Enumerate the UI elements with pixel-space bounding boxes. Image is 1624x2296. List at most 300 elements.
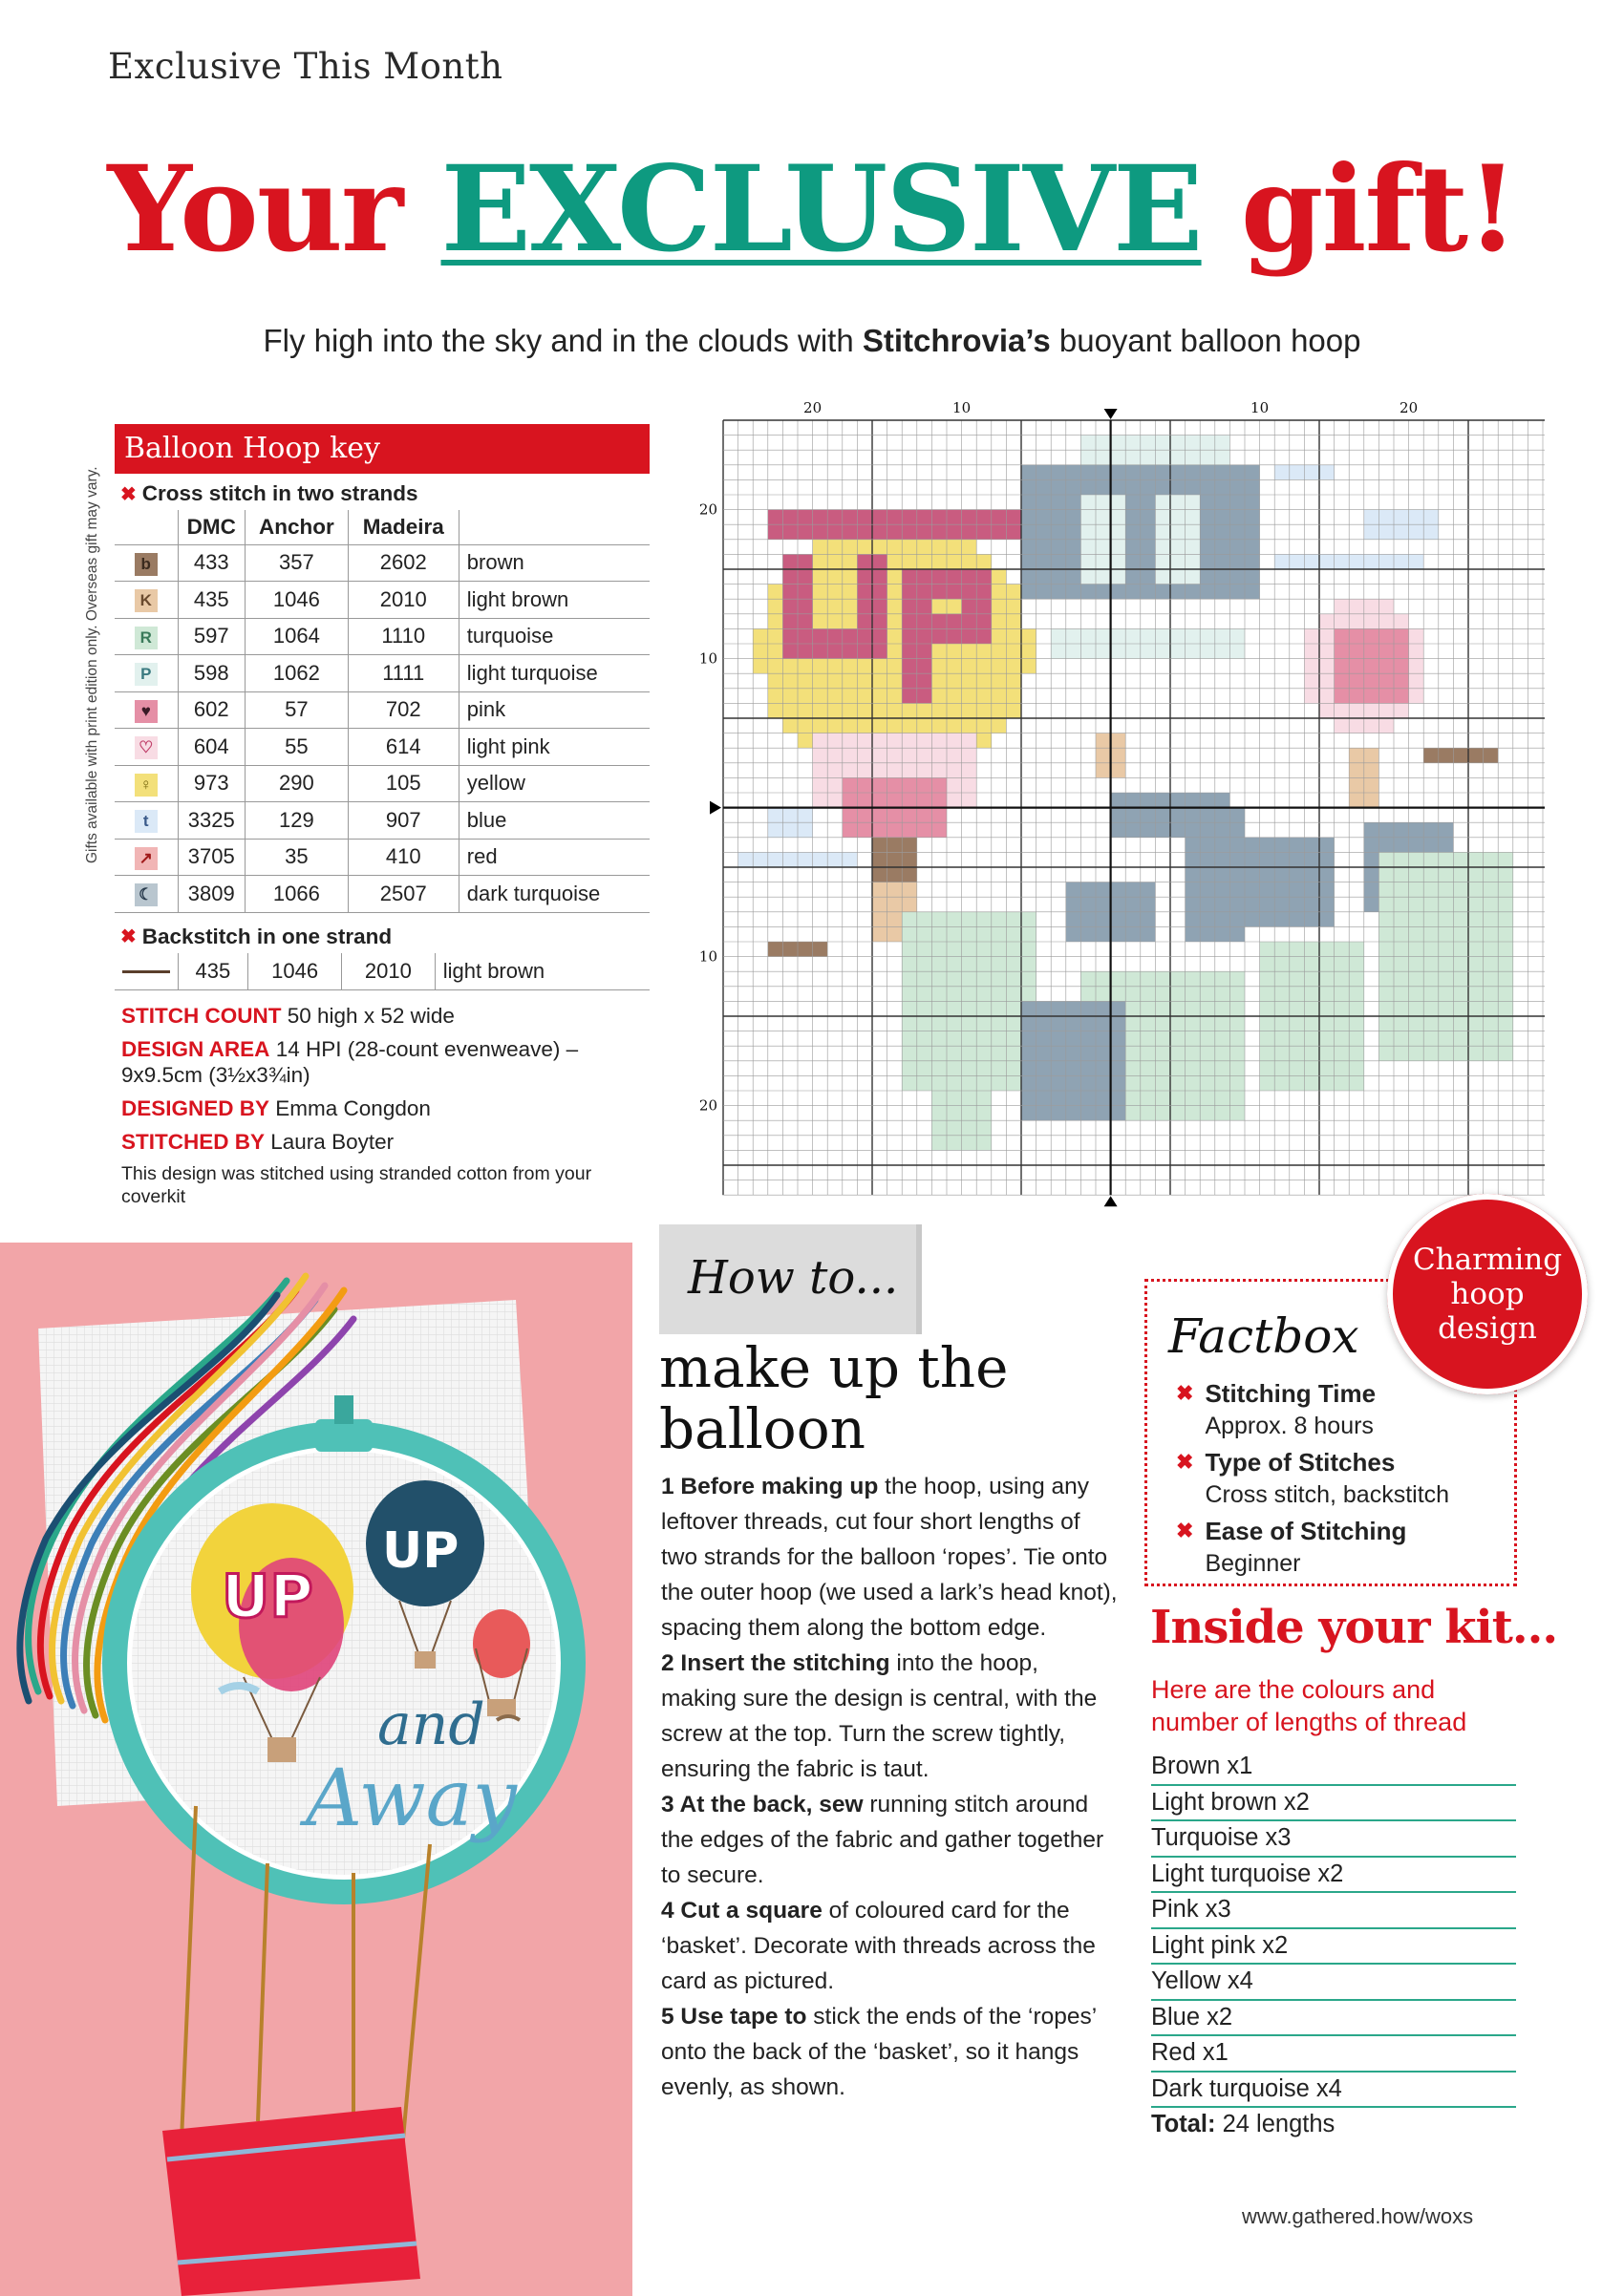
chart-stitch bbox=[1141, 554, 1156, 569]
howto-title bbox=[659, 1337, 1156, 1459]
chart-stitch bbox=[962, 599, 977, 614]
chart-stitch bbox=[1349, 718, 1364, 733]
chart-stitch bbox=[1155, 495, 1170, 510]
chart-stitch bbox=[1229, 912, 1245, 927]
chart-stitch bbox=[931, 524, 947, 540]
chart-stitch bbox=[1125, 926, 1141, 942]
chart-stitch bbox=[1111, 897, 1126, 912]
chart-stitch bbox=[992, 703, 1007, 718]
chart-stitch bbox=[1409, 912, 1424, 927]
chart-stitch bbox=[1319, 465, 1335, 480]
symbol-swatch-icon: P bbox=[135, 663, 158, 686]
chart-stitch bbox=[1006, 957, 1021, 972]
chart-stitch bbox=[1349, 1075, 1364, 1091]
chart-stitch bbox=[887, 659, 903, 674]
key-madeira: 2602 bbox=[348, 544, 459, 582]
chart-stitch bbox=[1423, 882, 1439, 898]
chart-stitch bbox=[1394, 867, 1409, 882]
chart-stitch bbox=[1364, 793, 1379, 808]
chart-stitch bbox=[843, 659, 858, 674]
chart-stitch bbox=[1111, 912, 1126, 927]
key-row bbox=[115, 618, 650, 655]
chart-stitch bbox=[917, 763, 932, 778]
chart-stitch bbox=[872, 867, 887, 882]
chart-stitch bbox=[1304, 554, 1319, 569]
chart-stitch bbox=[931, 510, 947, 525]
chart-stitch bbox=[857, 599, 872, 614]
chart-stitch bbox=[1186, 465, 1201, 480]
chart-stitch bbox=[902, 971, 917, 987]
chart-stitch bbox=[1170, 450, 1186, 465]
chart-stitch bbox=[992, 585, 1007, 600]
chart-stitch bbox=[1319, 1061, 1335, 1076]
chart-stitch bbox=[1378, 510, 1394, 525]
chart-stitch bbox=[962, 703, 977, 718]
chart-stitch bbox=[976, 524, 992, 540]
chart-stitch bbox=[1484, 971, 1499, 987]
chart-stitch bbox=[947, 777, 962, 793]
chart-stitch bbox=[1066, 926, 1081, 942]
chart-stitch bbox=[1186, 926, 1201, 942]
chart-stitch bbox=[1290, 1031, 1305, 1047]
chart-stitch bbox=[1170, 1106, 1186, 1121]
key-swatch bbox=[115, 729, 178, 766]
chart-stitch bbox=[1096, 1091, 1111, 1106]
chart-stitch bbox=[798, 628, 813, 644]
chart-stitch bbox=[1096, 1106, 1111, 1121]
fact-list bbox=[1176, 1377, 1501, 1584]
chart-stitch bbox=[1229, 1075, 1245, 1091]
chart-stitch bbox=[931, 1016, 947, 1031]
chart-stitch bbox=[1423, 957, 1439, 972]
chart-stitch bbox=[1304, 1001, 1319, 1016]
chart-stitch bbox=[1186, 867, 1201, 882]
chart-stitch bbox=[1409, 852, 1424, 867]
chart-stitch bbox=[1349, 1016, 1364, 1031]
chart-stitch bbox=[976, 942, 992, 957]
chart-stitch bbox=[887, 585, 903, 600]
chart-stitch bbox=[827, 763, 843, 778]
chart-stitch bbox=[782, 614, 798, 629]
chart-stitch bbox=[798, 569, 813, 585]
chart-stitch bbox=[917, 912, 932, 927]
chart-stitch bbox=[782, 585, 798, 600]
chart-stitch bbox=[1141, 793, 1156, 808]
chart-stitch bbox=[917, 524, 932, 540]
cotton-note: This design was stitched using stranded cotton from your coverkit bbox=[121, 1163, 592, 1207]
chart-stitch bbox=[1274, 1031, 1290, 1047]
chart-stitch bbox=[1006, 987, 1021, 1002]
chart-stitch bbox=[857, 808, 872, 823]
factbox-title: Factbox bbox=[1168, 1308, 1359, 1364]
chart-stitch bbox=[857, 644, 872, 659]
key-dmc: 3705 bbox=[178, 839, 246, 876]
subhead-post: buoyant balloon hoop bbox=[1050, 323, 1361, 358]
chart-stitch bbox=[1349, 793, 1364, 808]
chart-stitch bbox=[1006, 942, 1021, 957]
chart-stitch bbox=[1394, 957, 1409, 972]
chart-stitch bbox=[902, 897, 917, 912]
chart-stitch bbox=[902, 673, 917, 689]
chart-stitch bbox=[798, 644, 813, 659]
chart-stitch bbox=[813, 733, 828, 749]
chart-stitch bbox=[1453, 1046, 1468, 1061]
chart-stitch bbox=[992, 673, 1007, 689]
chart-stitch bbox=[917, 628, 932, 644]
chart-stitch bbox=[1111, 628, 1126, 644]
backstitch-dmc: 435 bbox=[178, 953, 248, 990]
chart-stitch bbox=[1364, 599, 1379, 614]
chart-stitch bbox=[1155, 644, 1170, 659]
chart-stitch bbox=[917, 733, 932, 749]
chart-stitch bbox=[962, 628, 977, 644]
chart-stitch bbox=[1215, 510, 1230, 525]
chart-stitch bbox=[1245, 867, 1260, 882]
chart-stitch bbox=[843, 510, 858, 525]
chart-stitch bbox=[1245, 897, 1260, 912]
chart-stitch bbox=[1423, 987, 1439, 1002]
kit-photo-illustration bbox=[0, 1243, 632, 2296]
chart-stitch bbox=[1006, 673, 1021, 689]
chart-stitch bbox=[1260, 897, 1275, 912]
chart-stitch bbox=[976, 1046, 992, 1061]
chart-stitch bbox=[1141, 510, 1156, 525]
chart-stitch bbox=[768, 689, 783, 704]
chart-stitch bbox=[1125, 1016, 1141, 1031]
key-title: Balloon Hoop key bbox=[115, 424, 650, 474]
chart-stitch bbox=[1290, 897, 1305, 912]
cross-icon: ✖ bbox=[120, 926, 137, 947]
chart-stitch bbox=[1125, 971, 1141, 987]
chart-stitch bbox=[887, 673, 903, 689]
key-header-anchor: Anchor bbox=[246, 510, 349, 544]
chart-stitch bbox=[1021, 912, 1036, 927]
chart-stitch bbox=[1319, 1031, 1335, 1047]
subhead-bold: Stitchrovia’s bbox=[862, 323, 1051, 358]
chart-stitch bbox=[1125, 882, 1141, 898]
chart-stitch bbox=[887, 822, 903, 838]
charming-badge bbox=[1387, 1194, 1588, 1394]
chart-stitch bbox=[1409, 897, 1424, 912]
chart-stitch bbox=[1274, 1075, 1290, 1091]
chart-stitch bbox=[1141, 540, 1156, 555]
chart-stitch bbox=[917, 599, 932, 614]
chart-stitch bbox=[1468, 987, 1484, 1002]
chart-stitch bbox=[1021, 495, 1036, 510]
symbol-swatch-icon: ♀ bbox=[135, 774, 158, 797]
howto-steps bbox=[661, 1469, 1118, 2105]
chart-stitch bbox=[1051, 569, 1066, 585]
chart-stitch bbox=[902, 912, 917, 927]
chart-stitch bbox=[1378, 599, 1394, 614]
chart-stitch bbox=[931, 554, 947, 569]
chart-stitch bbox=[1125, 793, 1141, 808]
key-header-name bbox=[459, 510, 650, 544]
chart-stitch bbox=[1484, 867, 1499, 882]
photo-up-pink: UP bbox=[222, 1562, 313, 1631]
kit-item: Brown x1 bbox=[1151, 1750, 1516, 1786]
chart-stitch bbox=[1186, 808, 1201, 823]
key-dmc: 597 bbox=[178, 618, 246, 655]
chart-stitch bbox=[1021, 569, 1036, 585]
chart-stitch bbox=[1229, 1091, 1245, 1106]
chart-stitch bbox=[1066, 540, 1081, 555]
chart-stitch bbox=[1484, 852, 1499, 867]
chart-stitch bbox=[1364, 718, 1379, 733]
chart-stitch bbox=[1186, 897, 1201, 912]
chart-stitch bbox=[1498, 971, 1513, 987]
chart-stitch bbox=[917, 987, 932, 1002]
chart-stitch bbox=[782, 689, 798, 704]
chart-stitch bbox=[992, 1075, 1007, 1091]
howto-title-line-1: make up the bbox=[659, 1335, 1009, 1400]
chart-stitch bbox=[1409, 926, 1424, 942]
chart-stitch bbox=[798, 659, 813, 674]
chart-stitch bbox=[1468, 942, 1484, 957]
chart-stitch bbox=[1468, 912, 1484, 927]
chart-stitch bbox=[1186, 971, 1201, 987]
key-swatch bbox=[115, 839, 178, 876]
chart-stitch bbox=[1260, 882, 1275, 898]
chart-stitch bbox=[782, 822, 798, 838]
chart-stitch bbox=[1186, 987, 1201, 1002]
badge-line-2: hoop bbox=[1450, 1277, 1525, 1311]
chart-stitch bbox=[1125, 912, 1141, 927]
chart-stitch bbox=[962, 987, 977, 1002]
chart-stitch bbox=[902, 659, 917, 674]
chart-stitch bbox=[1141, 808, 1156, 823]
fact-value: Beginner bbox=[1205, 1550, 1301, 1577]
chart-stitch bbox=[1170, 524, 1186, 540]
badge-line-1: Charming bbox=[1412, 1243, 1563, 1277]
chart-stitch bbox=[857, 554, 872, 569]
chart-stitch bbox=[1215, 867, 1230, 882]
chart-stitch bbox=[857, 793, 872, 808]
chart-stitch bbox=[976, 569, 992, 585]
howto-step-text: running stitch around the edges of the fabric and gather together to secure. bbox=[661, 1792, 1104, 1888]
chart-stitch bbox=[976, 628, 992, 644]
chart-stitch bbox=[931, 1031, 947, 1047]
stitched-by-label: STITCHED BY bbox=[121, 1130, 266, 1154]
chart-stitch bbox=[1409, 644, 1424, 659]
chart-stitch bbox=[917, 718, 932, 733]
chart-stitch bbox=[782, 554, 798, 569]
chart-stitch bbox=[931, 718, 947, 733]
chart-stitch bbox=[1468, 1031, 1484, 1047]
chart-stitch bbox=[843, 644, 858, 659]
chart-stitch bbox=[843, 554, 858, 569]
chart-stitch bbox=[782, 644, 798, 659]
chart-stitch bbox=[1125, 479, 1141, 495]
chart-stitch bbox=[1378, 1016, 1394, 1031]
chart-stitch bbox=[1245, 554, 1260, 569]
chart-stitch bbox=[798, 599, 813, 614]
key-header-row bbox=[115, 510, 650, 544]
chart-stitch bbox=[1155, 510, 1170, 525]
chart-stitch bbox=[1229, 1016, 1245, 1031]
chart-stitch bbox=[1155, 808, 1170, 823]
chart-stitch bbox=[1423, 971, 1439, 987]
chart-stitch bbox=[1141, 569, 1156, 585]
chart-stitch bbox=[1186, 1031, 1201, 1047]
chart-stitch bbox=[1439, 852, 1454, 867]
chart-stitch bbox=[1036, 524, 1052, 540]
chart-stitch bbox=[1215, 524, 1230, 540]
chart-stitch bbox=[813, 569, 828, 585]
chart-stitch bbox=[1141, 912, 1156, 927]
chart-stitch bbox=[962, 1120, 977, 1136]
chart-stitch bbox=[992, 644, 1007, 659]
chart-stitch bbox=[931, 763, 947, 778]
chart-stitch bbox=[1125, 987, 1141, 1002]
chart-stitch bbox=[857, 628, 872, 644]
chart-stitch bbox=[1335, 971, 1350, 987]
chart-stitch bbox=[931, 1001, 947, 1016]
chart-stitch bbox=[947, 510, 962, 525]
chart-stitch bbox=[902, 808, 917, 823]
chart-stitch bbox=[1080, 569, 1096, 585]
subhead-pre: Fly high into the sky and in the clouds with bbox=[263, 323, 863, 358]
chart-stitch bbox=[992, 971, 1007, 987]
chart-stitch bbox=[902, 644, 917, 659]
chart-stitch bbox=[1111, 524, 1126, 540]
chart-stitch bbox=[1349, 942, 1364, 957]
center-arrow-bottom-icon bbox=[1104, 1196, 1118, 1206]
chart-stitch bbox=[1200, 524, 1215, 540]
chart-stitch bbox=[1186, 436, 1201, 451]
chart-stitch bbox=[1200, 1106, 1215, 1121]
chart-stitch bbox=[917, 554, 932, 569]
chart-stitch bbox=[1080, 1001, 1096, 1016]
chart-stitch bbox=[1155, 1031, 1170, 1047]
key-header-dmc: DMC bbox=[178, 510, 246, 544]
headline-word-3: gift! bbox=[1240, 140, 1517, 279]
chart-stitch bbox=[1170, 1061, 1186, 1076]
chart-stitch bbox=[1423, 912, 1439, 927]
chart-stitch bbox=[902, 569, 917, 585]
chart-stitch bbox=[1468, 1001, 1484, 1016]
chart-stitch bbox=[1141, 495, 1156, 510]
chart-stitch bbox=[872, 822, 887, 838]
key-dmc: 598 bbox=[178, 655, 246, 692]
chart-stitch bbox=[1125, 585, 1141, 600]
chart-stitch bbox=[1245, 540, 1260, 555]
chart-stitch bbox=[1111, 1091, 1126, 1106]
chart-stitch bbox=[1066, 897, 1081, 912]
chart-stitch bbox=[827, 659, 843, 674]
chart-stitch bbox=[931, 1061, 947, 1076]
chart-stitch bbox=[1051, 554, 1066, 569]
key-name: yellow bbox=[459, 765, 650, 802]
chart-stitch bbox=[1186, 1075, 1201, 1091]
chart-stitch bbox=[947, 1136, 962, 1151]
chart-stitch bbox=[1111, 1106, 1126, 1121]
cross-stitch-label bbox=[120, 481, 650, 506]
chart-stitch bbox=[992, 1046, 1007, 1061]
key-name: light brown bbox=[459, 582, 650, 619]
chart-stitch bbox=[1096, 585, 1111, 600]
chart-stitch bbox=[872, 718, 887, 733]
chart-stitch bbox=[1498, 942, 1513, 957]
chart-stitch bbox=[962, 659, 977, 674]
chart-stitch bbox=[1111, 748, 1126, 763]
chart-stitch bbox=[992, 689, 1007, 704]
key-anchor: 1066 bbox=[246, 876, 349, 913]
chart-stitch bbox=[1215, 554, 1230, 569]
chart-stitch bbox=[1335, 644, 1350, 659]
chart-stitch bbox=[813, 510, 828, 525]
chart-stitch bbox=[1200, 465, 1215, 480]
key-row bbox=[115, 729, 650, 766]
chart-tick-label-top: 10 bbox=[1250, 399, 1270, 416]
backstitch-label bbox=[120, 921, 650, 953]
chart-stitch bbox=[1200, 822, 1215, 838]
chart-stitch bbox=[962, 793, 977, 808]
chart-stitch bbox=[1200, 1031, 1215, 1047]
chart-stitch bbox=[1111, 1001, 1126, 1016]
chart-stitch bbox=[1111, 1061, 1126, 1076]
chart-stitch bbox=[1096, 554, 1111, 569]
chart-stitch bbox=[992, 1016, 1007, 1031]
chart-stitch bbox=[992, 957, 1007, 972]
chart-stitch bbox=[1409, 659, 1424, 674]
chart-stitch bbox=[1229, 569, 1245, 585]
chart-stitch bbox=[1170, 436, 1186, 451]
chart-stitch bbox=[947, 585, 962, 600]
chart-stitch bbox=[1290, 912, 1305, 927]
chart-stitch bbox=[1484, 897, 1499, 912]
chart-stitch bbox=[902, 942, 917, 957]
chart-stitch bbox=[1066, 1001, 1081, 1016]
chart-stitch bbox=[1096, 733, 1111, 749]
footer-url[interactable]: www.gathered.how/woxs bbox=[1242, 2204, 1474, 2228]
chart-stitch bbox=[962, 912, 977, 927]
chart-stitch bbox=[827, 748, 843, 763]
chart-stitch bbox=[931, 808, 947, 823]
chart-stitch bbox=[1423, 1046, 1439, 1061]
chart-stitch bbox=[1200, 1046, 1215, 1061]
kit-title: Inside your kit... bbox=[1150, 1601, 1558, 1654]
chart-stitch bbox=[1125, 495, 1141, 510]
chart-stitch bbox=[1006, 659, 1021, 674]
chart-stitch bbox=[931, 1046, 947, 1061]
chart-stitch bbox=[1290, 867, 1305, 882]
stitched-by-value: Laura Boyter bbox=[265, 1130, 395, 1154]
chart-stitch bbox=[1378, 554, 1394, 569]
chart-stitch bbox=[1006, 1046, 1021, 1061]
chart-stitch bbox=[931, 733, 947, 749]
chart-stitch bbox=[1304, 1031, 1319, 1047]
key-swatch bbox=[115, 765, 178, 802]
chart-stitch bbox=[857, 822, 872, 838]
chart-stitch bbox=[857, 748, 872, 763]
chart-stitch bbox=[1409, 822, 1424, 838]
chart-stitch bbox=[947, 763, 962, 778]
key-row bbox=[115, 765, 650, 802]
chart-stitch bbox=[872, 852, 887, 867]
chart-stitch bbox=[1186, 510, 1201, 525]
chart-stitch bbox=[872, 897, 887, 912]
key-dmc: 602 bbox=[178, 691, 246, 729]
chart-stitch bbox=[1125, 822, 1141, 838]
chart-stitch bbox=[1036, 1001, 1052, 1016]
chart-stitch bbox=[1245, 495, 1260, 510]
chart-stitch bbox=[1364, 644, 1379, 659]
chart-stitch bbox=[1498, 957, 1513, 972]
key-row bbox=[115, 582, 650, 619]
chart-stitch bbox=[992, 510, 1007, 525]
chart-stitch bbox=[917, 569, 932, 585]
